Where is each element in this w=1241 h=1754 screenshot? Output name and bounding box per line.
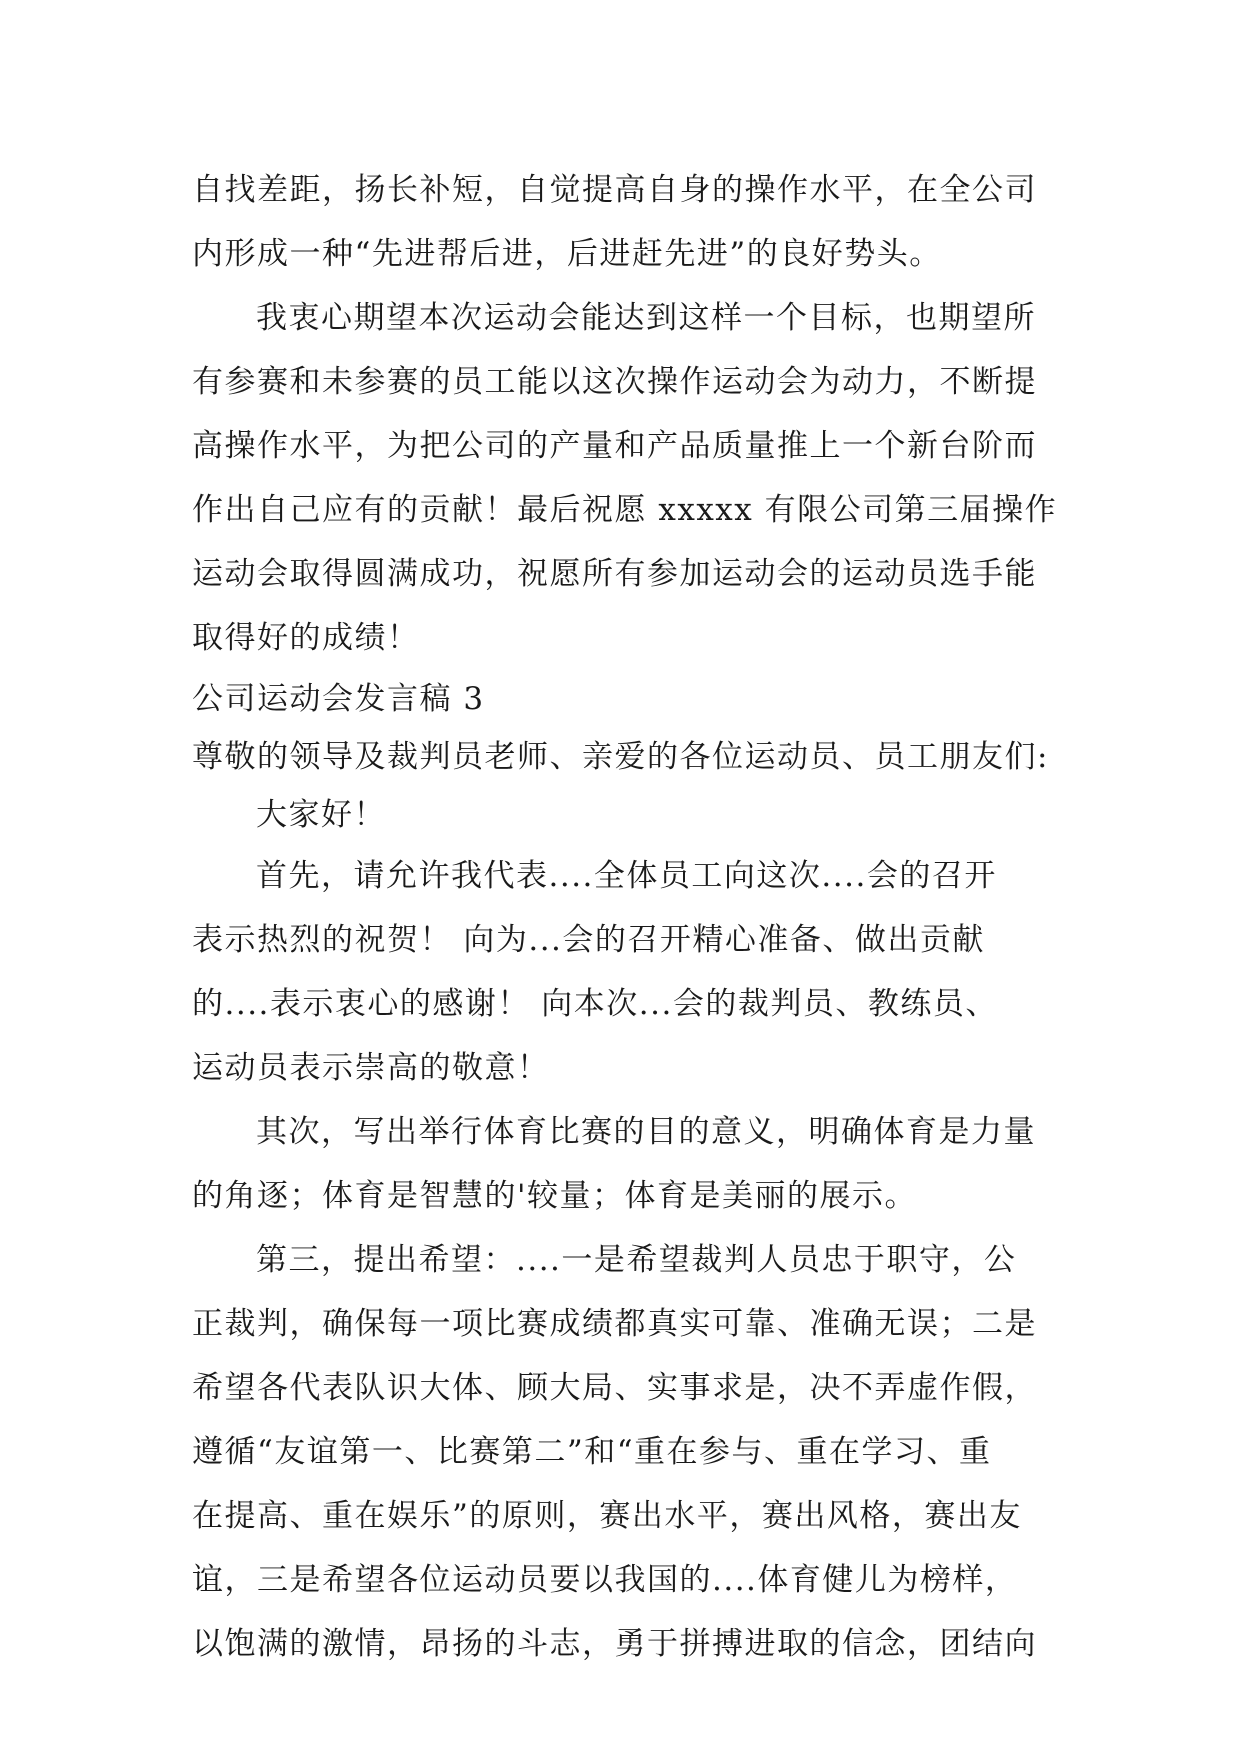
paragraph-line: 取得好的成绩！ — [192, 620, 420, 656]
paragraph-line: 正裁判，确保每一项比赛成绩都真实可靠、准确无误；二是 — [192, 1306, 1037, 1342]
paragraph-line: 自找差距，扬长补短，自觉提高自身的操作水平，在全公司 — [192, 172, 1037, 208]
paragraph-line: 作出自己应有的贡献！最后祝愿 xxxxx 有限公司第三届操作 — [192, 492, 1058, 528]
paragraph-line: 以饱满的激情，昂扬的斗志，勇于拼搏进取的信念，团结向 — [192, 1626, 1037, 1662]
greeting-line: 大家好！ — [256, 797, 386, 833]
paragraph-line: 在提高、重在娱乐”的原则，赛出水平，赛出风格，赛出友 — [192, 1498, 1022, 1534]
section-heading: 公司运动会发言稿 3 — [192, 681, 485, 717]
paragraph-line: 希望各代表队识大体、顾大局、实事求是，决不弄虚作假， — [192, 1370, 1037, 1406]
paragraph-line: 运动会取得圆满成功，祝愿所有参加运动会的运动员选手能 — [192, 556, 1037, 592]
paragraph-line: 的....表示衷心的感谢！ 向本次...会的裁判员、教练员、 — [192, 986, 998, 1022]
paragraph-line: 高操作水平，为把公司的产量和产品质量推上一个新台阶而 — [192, 428, 1037, 464]
paragraph-line: 谊，三是希望各位运动员要以我国的....体育健儿为榜样， — [192, 1562, 1018, 1598]
paragraph-line: 第三，提出希望：....一是希望裁判人员忠于职守，公 — [256, 1242, 1017, 1278]
paragraph-line: 运动员表示崇高的敬意！ — [192, 1050, 550, 1086]
paragraph-line: 内形成一种“先进帮后进，后进赶先进”的良好势头。 — [192, 236, 942, 272]
paragraph-line: 表示热烈的祝贺！ 向为...会的召开精心准备、做出贡献 — [192, 922, 985, 958]
paragraph-line: 其次，写出举行体育比赛的目的意义，明确体育是力量 — [256, 1114, 1036, 1150]
paragraph-line: 首先，请允许我代表....全体员工向这次....会的召开 — [256, 858, 997, 894]
salutation-line: 尊敬的领导及裁判员老师、亲爱的各位运动员、员工朋友们: — [192, 739, 1049, 775]
document-body — [192, 158, 1058, 1676]
paragraph-line: 我衷心期望本次运动会能达到这样一个目标，也期望所 — [256, 300, 1036, 336]
paragraph-line: 的角逐；体育是智慧的'较量；体育是美丽的展示。 — [192, 1178, 918, 1214]
paragraph-line: 遵循“友谊第一、比赛第二”和“重在参与、重在学习、重 — [192, 1434, 992, 1470]
paragraph-line: 有参赛和未参赛的员工能以这次操作运动会为动力，不断提 — [192, 364, 1037, 400]
